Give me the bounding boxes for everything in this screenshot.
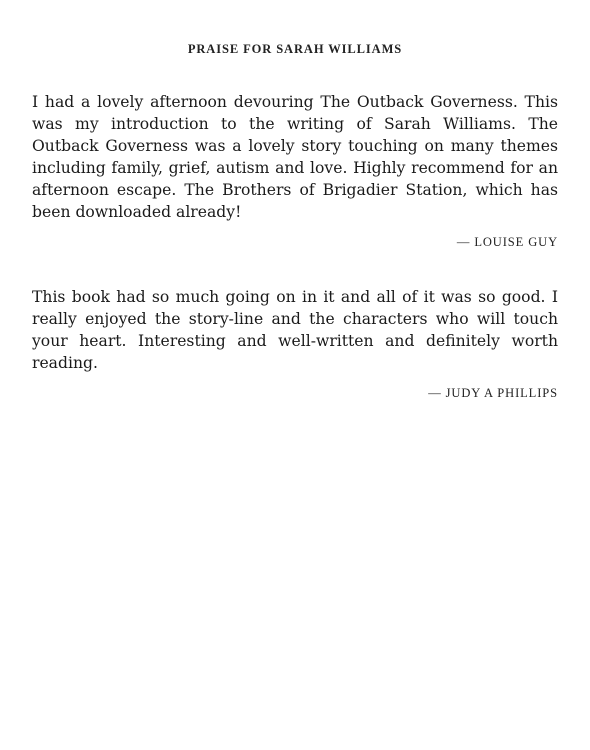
review-text: This book had so much going on in it and all of it was so good. I really enjoyed the story-line and the characters who will touch your heart. Interesting and well-written and definitely worth reading.	[32, 288, 558, 372]
review-attribution: — LOUISE GUY	[456, 235, 558, 249]
page-title: PRAISE FOR SARAH WILLIAMS	[187, 42, 403, 56]
review-text: I had a lovely afternoon devouring The Outback Governess. This was my introduction to the writing of Sarah Williams. The Outback Governess was a lovely story touching on many themes including family, grief, autism and love. Highly recommend for an afternoon escape. The Brothers of Brigadier Station, which has been downloaded already!	[32, 93, 558, 221]
review-attribution: — JUDY A PHILLIPS	[428, 386, 558, 400]
